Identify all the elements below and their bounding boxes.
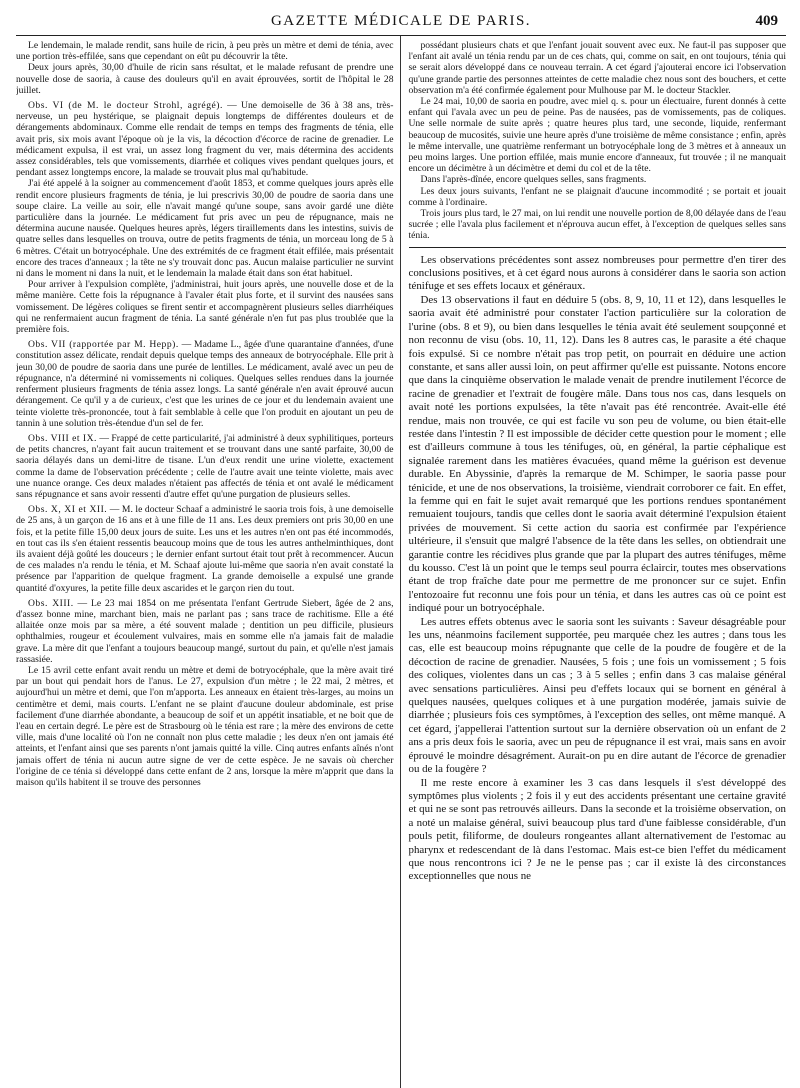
observation-text: — Madame L., âgée d'une quarantaine d'années, d'une constitution assez délicate, rendait depuis quelque temps des anneaux de botryocéphale. Elle prit à jeun 30,00 de poudre de saoria dans une purée de lentilles. Le médicament, avalé avec un peu de répugnance, n'a déterminé ni vomissements ni coliques. Quelques selles rendues dans la journée renferment plusieurs fragments de ténia assez longs. La santé générale n'en avait éprouvé aucun dérangement. Ce qu'il y a de curieux, c'est que les urines de ce jour et du lendemain avaient une teinte violette très-prononcée, tout à fait semblable à celle que l'on produit en ajoutant un peu de tannin à une solution très-étendue d'un sel de fer.: [16, 339, 394, 429]
paragraph: Les observations précédentes sont assez nombreuses pour permettre d'en tirer des conclusions positives, et à cet égard nous aurons à considérer dans le saoria son action ténifuge et ses effets locaux et généraux.: [408, 253, 786, 293]
paragraph: Trois jours plus tard, le 27 mai, on lui rendit une nouvelle portion de 8,00 délayée dans de l'eau sucrée ; elle l'avala plus facilement et n'éprouva aucun effet, à l'exception de quelques selles sans ténia.: [408, 208, 786, 242]
observation-heading: Obs. XIII.: [28, 597, 74, 609]
observation-6: [16, 100, 394, 178]
paragraph: Deux jours après, 30,00 d'huile de ricin sans résultat, et le malade refusant de prendre une nouvelle dose de saoria, à cause des douleurs qu'il en avait éprouvées, sortit de l'hôpital le 28 juillet.: [16, 62, 394, 96]
discussion-section: [409, 254, 787, 884]
page-number: 409: [755, 13, 778, 29]
paragraph: Le lendemain, le malade rendit, sans huile de ricin, à peu près un mètre et demi de ténia, avec une portion très-effilée, sans que cependant on eût pu découvrir la tête.: [16, 40, 394, 63]
observation-text: — Une demoiselle de 36 à 38 ans, très-nerveuse, un peu hystérique, se plaignait depuis longtemps de différentes douleurs et de dérangements abdominaux. Comme elle rendait de temps en temps des fragments de ténia, elle avait pris, six mois avant l'époque où je la vis, la décoction d'écorce de racine de grenadier. Le médicament expulsa, il est vrai, un assez long fragment du ver, mais détermina des accidents assez considérables, tels que vomissements, diarrhée et coliques vives pendant quelques jours, et pendant assez longtemps encore, la malade se trouvait plus mal qu'habitude.: [16, 100, 394, 179]
observation-heading: Obs. VIII et IX.: [28, 432, 97, 444]
paragraph: Des 13 observations il faut en déduire 5 (obs. 8, 9, 10, 11 et 12), dans lesquelles le saoria avait été administré pour constater l'action particulière sur la coloration de l'urine (obs. 8 et 9), ou bien dans lesquelles le ténia avait été seulement soupçonné et non reconnu de visu (obs. 10, 11, 12). Dans les 8 autres cas, le parasite a été chaque fois expulsé. Si ce nombre n'était pas trop petit, on pourrait en déduire une action constante, et sans aller aussi loin, on peut affirmer qu'elle est puissante. Notons encore que dans la cinquième observation le malade venait de prendre inutilement l'écorce de racine de grenadier et l'extrait de fougère mâle. Dans tous nos cas, dans lesquels on avait noté les portions expulsées, la tête n'avait pas été rencontrée. Avait-elle été rendue, mais non trouvée, ce qui est facile vu son peu de volume, ou bien était-elle restée dans l'intestin ? Il est impossible de décider cette question pour le moment ; elle est d'ailleurs commune à tous les ténifuges, où, en général, la partie céphalique est signalée rarement dans les matières évacuées, quand même la guérison est devenue durable. En Abyssinie, d'après la remarque de M. Schimper, le saoria passe pour ténicide, et une de nos observations, la troisième, viendrait corroborer ce fait. En effet, la femme qui en fait le sujet avait remarqué que les portions rendues spontanément remuaient toujours, tandis que celles dont le saoria avait déterminé l'expulsion étaient privées de mouvement. Si cette action du saoria est confirmée par l'expérience ultérieure, il s'ensuit que malgré l'absence de la tête dans les selles, on obtiendrait une garantie contre les récidives plus grande que par la plupart des autres ténifuges, même du kousso. C'est là un point que le temps seul pourra éclaircir, toutes mes observations étant de trop fraîche date pour me permettre de me prononcer sur ce sujet. Enfin l'entozoaire fut reconnu une fois pour un ténia, et dans les autres cas où ce point est indiqué pour un botryocéphale.: [408, 293, 786, 615]
journal-title: GAZETTE MÉDICALE DE PARIS.: [270, 13, 532, 29]
paragraph: Les autres effets obtenus avec le saoria sont les suivants : Saveur désagréable pour les uns, néanmoins facilement supportée, peu marquée chez les autres ; dans tous les cas, elle est beaucoup moins répugnante que celle de la poudre de fougère et de la décoction de racine de grenadier. Nausées, 5 fois ; une fois un vomissement ; 5 fois des coliques, violentes dans un cas ; 3 à 5 selles ; enfin dans 3 cas malaise général avec sensations particulières. Ainsi peu d'effets locaux qui se bornent en général à quelques nausées, quelques coliques et à une purgation modérée, jamais suivie de diarrhée ; plusieurs fois ces symptômes, à l'exception des selles, ont même manqué. A cet égard, j'appellerai l'attention surtout sur la dernière observation où un enfant de 2 ans a pris deux fois le saoria, avec un peu de répugnance il est vrai, mais sans en avoir éprouvé le moindre désagrément. Aurait-on pu en dire autant de l'écorce de grenadier ou de la fougère ?: [408, 615, 786, 776]
observation-7: [16, 339, 394, 429]
observation-heading: Obs. VII (rapportée par M. Hepp).: [28, 339, 179, 351]
paragraph: Les deux jours suivants, l'enfant ne se plaignait d'aucune incommodité ; se portait et jouait comme à l'ordinaire.: [408, 185, 786, 208]
observation-8-9: [16, 433, 394, 500]
paragraph: Dans l'après-dînée, encore quelques selles, sans fragments.: [420, 174, 647, 186]
observation-heading: Obs. VI (de M. le docteur Strohl, agrégé).: [28, 100, 223, 112]
observation-13-continued: [409, 40, 787, 242]
page-header: [16, 10, 786, 32]
paragraph: Il me reste encore à examiner les 3 cas dans lesquels il s'est développé des symptômes plus violents ; 2 fois il y eut des accidents présentant une certaine gravité et qui ne se sont pas retrouvés ailleurs. Dans la seconde et la troisième observation, on a noté un malaise général, suivi beaucoup plus tard d'une faiblesse considérable, d'un pouls petit, filiforme, de douleurs rongeantes allant alternativement de l'estomac au pharynx et redescendant de là dans l'estomac. Mais est-ce bien l'effet du médicament que nous rencontrons ici ? Je ne le pense pas ; car il existe là des circonstances exceptionnelles que nous ne: [408, 776, 786, 883]
paragraph: Pour arriver à l'expulsion complète, j'administrai, huit jours après, une nouvelle dose et de la même manière. Cette fois la répugnance à l'avaler était plus forte, et il survint des nausées sans vomissement. De légères coliques se firent sentir et accompagnèrent plusieurs selles diarrhéiques qui ne renfermaient aucun fragment de ténia. La santé générale n'en fut pas plus troublée que la première fois.: [16, 279, 394, 336]
text-columns: [16, 36, 786, 1088]
right-column: [401, 36, 787, 1088]
paragraph: possédant plusieurs chats et que l'enfant jouait souvent avec eux. Ne faut-il pas supposer que l'enfant ait avalé un ténia rendu par un de ces chats, qui, comme on sait, en ont toujours, ténia qui se serait alors développé dans ce nouveau terrain. A cet égard j'ajouterai encore ici l'observation qu'une grande partie des personnes atteintes de cette maladie chez nous sont des bouchers, et cette observation m'a été confirmée également pour Mulhouse par M. le docteur Stackler.: [408, 40, 786, 96]
section-rule: [409, 247, 787, 248]
observation-text: — M. le docteur Schaaf a administré le saoria trois fois, à une demoiselle de 25 ans, à un garçon de 16 ans et à une fille de 11 ans. Les deux premiers ont pris 30,00 en une fois, et la petite fille 15,00 deux jours de suite. Les uns et les autres n'en ont pas été incommodés, en tout cas ils s'en étaient ressentis beaucoup moins que de tous les autres anthelminthiques, dont ils avaient déjà goûté les douceurs ; le dernier enfant surtout était tout prêt à recommencer. Aucun de ces malades n'a rendu le ténia, et M. Schaaf ajoute lui-même que saoria n'en avait constaté la présence par l'apparition de quelque fragment. La grande demoiselle a expulsé une grande quantité d'oxyures, la petite fille deux ascarides et le garçon rien du tout.: [16, 504, 394, 594]
paragraph: J'ai été appelé à la soigner au commencement d'août 1853, et comme quelques jours après elle rendit encore plusieurs fragments de ténia, je lui prescrivis 30,00 de poudre de saoria dans une soupe claire. La veille au soir, elle n'avait mangé qu'une soupe, sans avoir gardé une diète particulière dans la journée. Le médicament fut pris avec un peu de répugnance, mais ne détermina aucune nausée. Quelques heures après, légers tiraillements dans les intestins, suivis de quatre selles dans lesquelles on trouva, outre de petits fragments de ténia, un morceau long de 5 à 6 mètres. C'était un botryocéphale. Une des extrémités de ce fragment était effilée, mais présentait encore des traces d'anneaux ; la tête ne s'y trouvait donc pas. Aucun malaise particulier ne survint ni dans le moment ni dans la nuit, et le lendemain la malade était dans son état habituel.: [16, 178, 394, 280]
paragraph: Le 24 mai, 10,00 de saoria en poudre, avec miel q. s. pour un électuaire, furent donnés à cette enfant qui l'avala avec un peu de peine. Pas de nausées, pas de vomissements, pas de coliques. Une selle normale de suite après ; quatre heures plus tard, une seconde, liquide, renfermant beaucoup de mucosités, suivie une heure après d'une troisième de même consistance ; enfin, après le même intervalle, une quatrième renfermant un botryocéphale long de 3 mètres et à anneaux un peu moins larges. Une portion effilée, mais munie encore d'anneaux, fut trouvée ; il ne manquait encore un décimètre à un décimètre et demi du col et de la tête.: [408, 96, 786, 175]
observation-13: [16, 598, 394, 665]
observation-text: — Frappé de cette particularité, j'ai administré à deux syphilitiques, porteurs de petits chancres, n'ayant fait aucun traitement et se trouvant dans une santé parfaite, 30,00 de saoria délayés dans un demi-litre de tisane. L'un d'eux rendit une urine violette, exactement comme la dame de l'observation précédente ; celle de l'autre avait une teinte violette, mais avec une nuance orange. Ces deux malades n'étaient pas affectés de ténia et ont avalé le médicament sans répugnance et sans avoir ressenti d'autre effet qu'une purgation de plusieurs selles.: [16, 432, 394, 500]
paragraph: Le 15 avril cette enfant avait rendu un mètre et demi de botryocéphale, que la mère avait tiré par un bout qui pendait hors de l'anus. Le 27, expulsion d'un mètre ; le 22 mai, 2 mètres, et aujourd'hui un mètre et demi, que l'on m'apporta. Les anneaux en étaient très-larges, au moins un centimètre et demi, mais courts. L'enfant ne se plaint d'aucune douleur abdominale, est prise facilement d'une diarrhée abondante, a beaucoup de soif et un appétit insatiable, et ne boit que de l'eau en certain degré. Le père est de Strasbourg où le ténia est rare ; la mère des environs de cette ville, mais d'une localité où l'on ne connaît non plus cette maladie ; les deux n'en ont jamais été atteints, et l'enfant ainsi que ses parents n'ont jamais quitté la ville. Cinq autres enfants aînés n'ont jamais offert de ténia ni aucun autre signe de ver de cette espèce. Je ne savais où chercher l'origine de ce ténia si développé dans cette enfant de 2 ans, lorsque la mère m'apprit que dans la maison qu'ils habitent il se trouve des personnes: [16, 664, 394, 788]
left-column: [16, 36, 400, 1088]
observation-text: — Le 23 mai 1854 on me présentata l'enfant Gertrude Siebert, âgée de 2 ans, d'assez bonne mine, marchant bien, mais ne parlant pas ; sans trace de rachitisme. Elle a été allaitée onze mois par sa mère, a été souvent malade ; dentition un peu difficile, plusieurs ophthalmies, rougeur et écoulement vulvaires, mais en somme elle n'a jamais fait de maladie grave. La mère dit que l'enfant a toujours beaucoup mangé, surtout du pain, et qu'elle n'est jamais rassasiée.: [16, 597, 394, 665]
observation-heading: Obs. X, XI et XII.: [28, 504, 108, 516]
observation-10-12: [16, 504, 394, 594]
